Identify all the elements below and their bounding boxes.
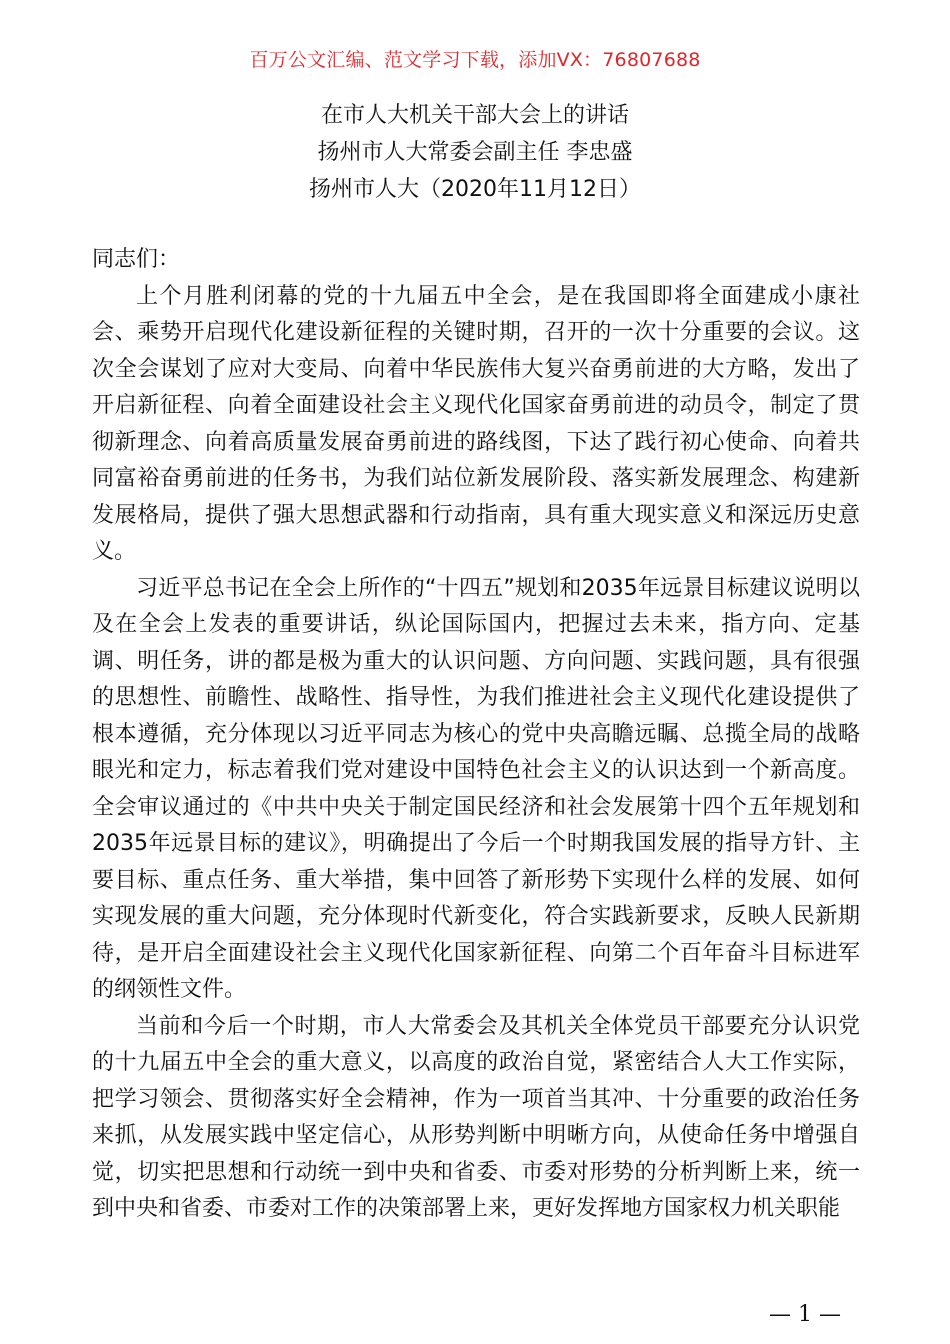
document-header	[0, 97, 950, 208]
salutation: 同志们：	[92, 247, 181, 272]
source-date-line: 扬州市人大（2020年11月12日）	[309, 177, 641, 202]
page-number: — 1 —	[769, 1302, 841, 1327]
paragraph: 习近平总书记在全会上所作的“十四五”规划和2035年远景目标建议说明以及在全会上发表的重要讲话，纵论国际国内，把握过去未来，指方向、定基调、明任务，讲的都是极为重大的认识问题、方向问题、实践问题，具有很强的思想性、前瞻性、战略性、指导性，为我们推进社会主义现代化建设提供了根本遵循，充分体现以习近平同志为核心的党中央高瞻远瞩、总揽全局的战略眼光和定力，标志着我们党对建设中国特色社会主义的认识达到一个新高度。全会审议通过的《中共中央关于制定国民经济和社会发展第十四个五年规划和2035年远景目标的建议》，明确提出了今后一个时期我国发展的指导方针、主要目标、重点任务、重大举措，集中回答了新形势下实现什么样的发展、如何实现发展的重大问题，充分体现时代新变化，符合实践新要求，反映人民新期待，是开启全面建设社会主义现代化国家新征程、向第二个百年奋斗目标进军的纲领性文件。	[92, 575, 860, 1002]
document-body	[92, 242, 860, 1228]
paragraph: 上个月胜利闭幕的党的十九届五中全会，是在我国即将全面建成小康社会、乘势开启现代化建设新征程的关键时期，召开的一次十分重要的会议。这次全会谋划了应对大变局、向着中华民族伟大复兴奋勇前进的大方略，发出了开启新征程、向着全面建设社会主义现代化国家奋勇前进的动员令，制定了贯彻新理念、向着高质量发展奋勇前进的路线图，下达了践行初心使命、向着共同富裕奋勇前进的任务书，为我们站位新发展阶段、落实新发展理念、构建新发展格局，提供了强大思想武器和行动指南，具有重大现实意义和深远历史意义。	[92, 283, 860, 564]
paragraph: 当前和今后一个时期，市人大常委会及其机关全体党员干部要充分认识党的十九届五中全会的重大意义，以高度的政治自觉，紧密结合人大工作实际，把学习领会、贯彻落实好全会精神，作为一项首当其冲、十分重要的政治任务来抓，从发展实践中坚定信心，从形势判断中明晰方向，从使命任务中增强自觉，切实把思想和行动统一到中央和省委、市委对形势的分析判断上来，统一到中央和省委、市委对工作的决策部署上来，更好发挥地方国家权力机关职能	[92, 1013, 860, 1221]
document-title: 在市人大机关干部大会上的讲话	[320, 103, 629, 128]
watermark-banner: 百万公文汇编、范文学习下载，添加VX：76807688	[249, 49, 701, 71]
speaker-line: 扬州市人大常委会副主任 李忠盛	[317, 140, 633, 165]
